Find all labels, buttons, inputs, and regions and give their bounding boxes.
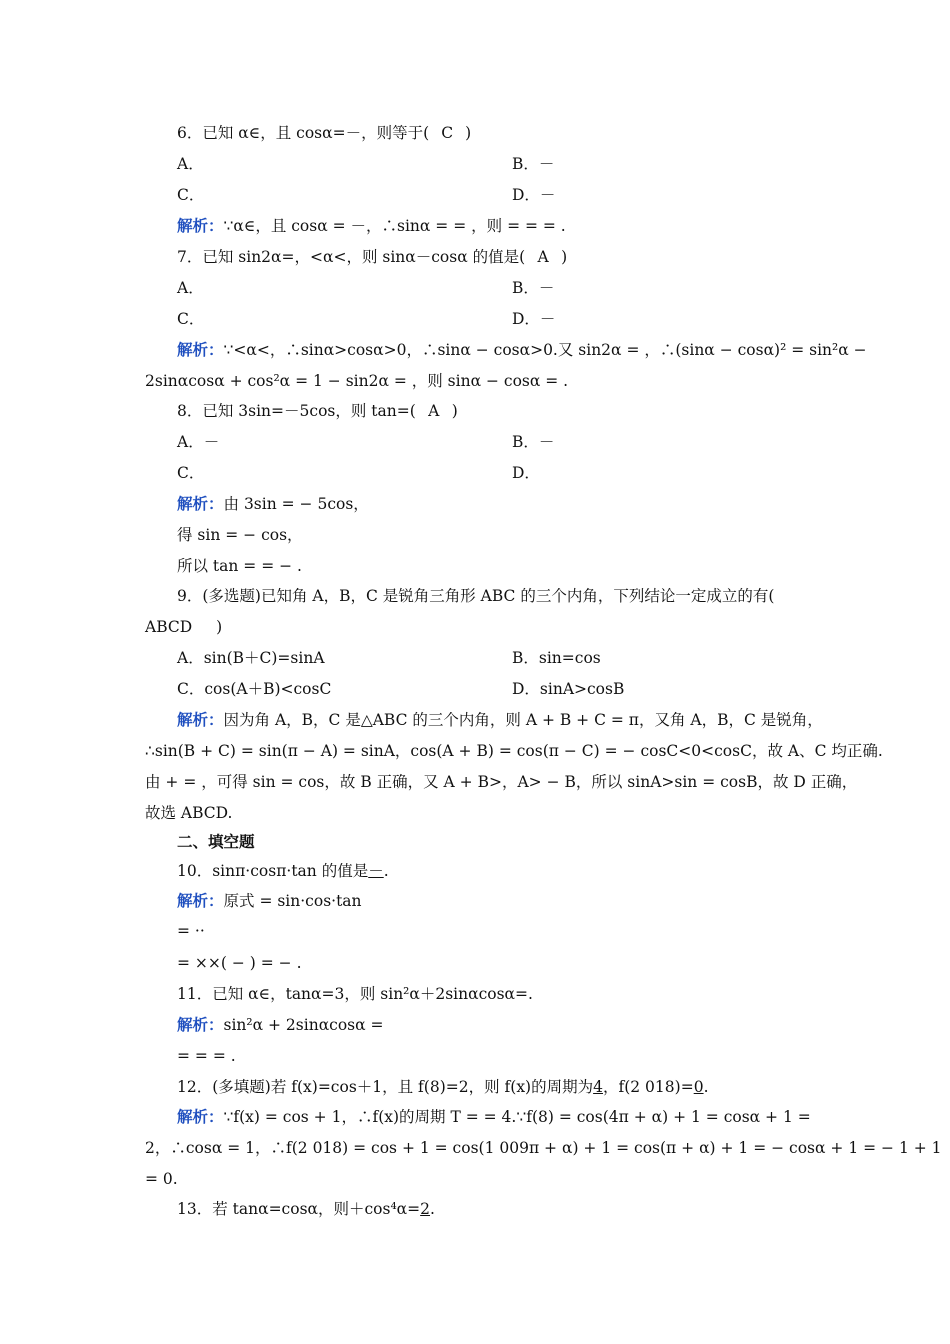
q6-option-d: D．－	[512, 186, 556, 204]
solution-label: 解析：	[177, 494, 224, 513]
q7-option-a: A．	[177, 279, 204, 297]
q10-solution-line-3: = ××( − ) = − .	[177, 954, 302, 972]
q6-stem-close: )	[465, 124, 472, 142]
q7-solution-text-1: ∵<α<，∴sinα>cosα>0，∴sinα − cosα>0.又 sin2α = ，∴(sinα − cosα)² = sin²α −	[223, 341, 867, 359]
q10-stem-close: .	[383, 862, 389, 880]
section-heading-fill-blank: 二、填空题	[177, 832, 255, 851]
q12-stem-middle: ，f(2 018)=	[602, 1078, 694, 1096]
q7-solution-line-1	[177, 339, 867, 361]
q8-stem-text: 8．已知 3sin=－5cos，则 tan=(	[177, 402, 416, 420]
q13-blank-answer: 2	[420, 1200, 431, 1218]
solution-label: 解析：	[177, 216, 224, 235]
q6-option-a: A．	[177, 155, 204, 173]
q9-solution-line-3: 由 + = ，可得 sin = cos，故 B 正确，又 A + B>，A> − B，所以 sinA>sin = cosB，故 D 正确，	[145, 773, 858, 791]
solution-label: 解析：	[177, 1015, 224, 1034]
q6-solution	[177, 215, 566, 237]
q13-stem	[177, 1198, 435, 1220]
q7-option-d: D．－	[512, 310, 556, 328]
q9-stem-close: )	[216, 618, 223, 636]
q8-solution-line-3: 所以 tan = = − .	[177, 557, 302, 575]
solution-label: 解析：	[177, 340, 224, 359]
q8-solution-text-1: 由 3sin = − 5cos，	[223, 495, 369, 513]
q10-stem	[177, 860, 389, 882]
q7-stem-text: 7．已知 sin2α=，<α<，则 sinα－cosα 的值是(	[177, 248, 526, 266]
q12-blank-answer-1: 4	[593, 1078, 603, 1096]
q12-solution-line-3: = 0.	[145, 1170, 178, 1188]
q8-solution-line-1	[177, 493, 369, 515]
q12-blank-answer-2: 0	[693, 1078, 704, 1096]
q9-solution-line-2: ∴sin(B + C) = sin(π − A) = sinA，cos(A + B) = cos(π − C) = − cosC<0<cosC，故 A、C 均正确.	[145, 742, 883, 760]
q8-answer: A	[428, 402, 440, 420]
q11-solution-line-2: = = = .	[177, 1047, 236, 1065]
solution-label: 解析：	[177, 710, 224, 729]
q8-option-d: D．	[512, 464, 540, 482]
q7-stem	[177, 246, 567, 268]
q13-stem-close: .	[430, 1200, 435, 1218]
q12-solution-line-2: 2，∴cosα = 1，∴f(2 018) = cos + 1 = cos(1 009π + α) + 1 = cos(π + α) + 1 = − cosα + 1 = − 1 + 1	[145, 1139, 942, 1157]
q6-option-c: C．	[177, 186, 205, 204]
q10-solution-line-1	[177, 890, 362, 912]
q12-stem-close: .	[703, 1078, 709, 1096]
q8-option-c: C．	[177, 464, 205, 482]
q8-solution-line-2: 得 sin = − cos，	[177, 526, 303, 544]
q7-answer: A	[537, 248, 549, 266]
q6-answer: C	[441, 124, 454, 142]
q11-solution-text-1: sin²α + 2sinαcosα =	[223, 1016, 384, 1034]
q9-solution-line-4: 故选 ABCD.	[145, 804, 233, 822]
q7-option-c: C．	[177, 310, 205, 328]
q8-stem-close: )	[451, 402, 458, 420]
q7-option-b: B．－	[512, 279, 555, 297]
q6-option-b: B．－	[512, 155, 555, 173]
q9-stem-line-2	[145, 616, 222, 638]
q11-solution-line-1	[177, 1014, 384, 1036]
q7-solution-line-2: 2sinαcosα + cos²α = 1 − sin2α = ，则 sinα − cosα = .	[145, 372, 569, 390]
q10-blank-answer: －	[368, 862, 384, 880]
q6-stem	[177, 122, 471, 144]
q12-solution-text-1: ∵f(x) = cos + 1，∴f(x)的周期 T = = 4.∵f(8) = cos(4π + α) + 1 = cosα + 1 =	[223, 1108, 811, 1126]
q6-solution-text: ∵α∈，且 cosα = －，∴sinα = = ，则 = = = .	[223, 217, 566, 235]
q9-option-a: A．sin(B＋C)=sinA	[177, 649, 325, 667]
q9-answer: ABCD	[145, 618, 193, 636]
q11-stem: 11．已知 α∈，tanα=3，则 sin²α＋2sinαcosα=.	[177, 985, 533, 1003]
q9-solution-line-1	[177, 709, 823, 731]
q8-option-a: A．－	[177, 433, 220, 451]
q12-stem	[177, 1076, 709, 1098]
q12-solution-line-1	[177, 1106, 811, 1128]
q6-stem-text: 6．已知 α∈，且 cosα=－，则等于(	[177, 124, 430, 142]
q8-stem	[177, 400, 458, 422]
q7-stem-close: )	[561, 248, 568, 266]
q9-solution-text-1: 因为角 A，B，C 是△ABC 的三个内角，则 A + B + C = π，又角 A，B，C 是锐角，	[223, 711, 823, 729]
q9-stem-line-1: 9．(多选题)已知角 A，B，C 是锐角三角形 ABC 的三个内角，下列结论一定成立的有(	[177, 587, 775, 605]
q9-option-d: D．sinA>cosB	[512, 680, 625, 698]
q9-option-c: C．cos(A＋B)<cosC	[177, 680, 332, 698]
q10-stem-text: 10．sinπ·cosπ·tan 的值是	[177, 862, 369, 880]
q10-solution-text-1: 原式 = sin·cos·tan	[223, 892, 362, 910]
q12-stem-text: 12．(多填题)若 f(x)=cos＋1，且 f(8)=2，则 f(x)的周期为	[177, 1078, 594, 1096]
q13-stem-text: 13．若 tanα=cosα，则＋cos⁴α=	[177, 1200, 421, 1218]
q9-option-b: B．sin=cos	[512, 649, 601, 667]
solution-label: 解析：	[177, 1107, 224, 1126]
solution-label: 解析：	[177, 891, 224, 910]
q10-solution-line-2: = ··	[177, 922, 205, 940]
q8-option-b: B．－	[512, 433, 555, 451]
